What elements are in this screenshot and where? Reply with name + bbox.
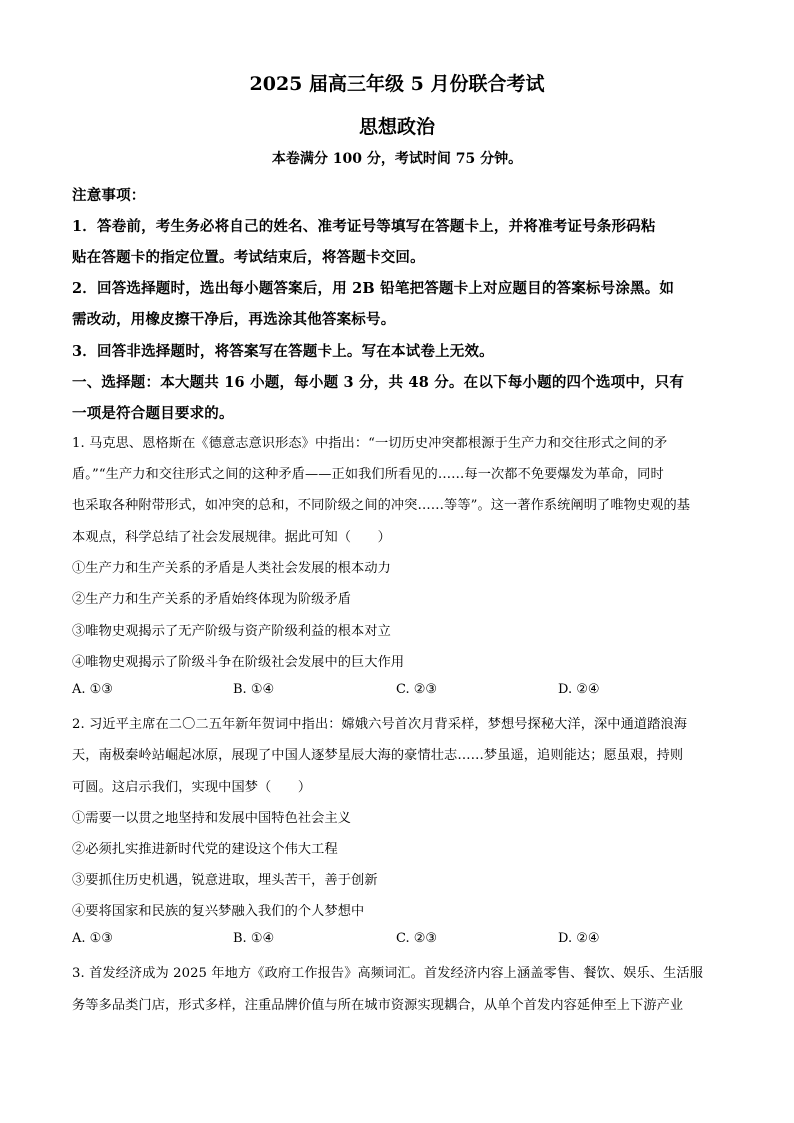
notice-line: 1．答卷前，考生务必将自己的姓名、准考证号等填写在答题卡上，并将准考证号条形码粘 [72,218,656,235]
question-1-stem: 盾。”“生产力和交往形式之间的这种矛盾——正如我们所看见的……每一次都不免要爆发为革命，同时 [72,467,664,482]
notice-heading: 注意事项： [72,187,146,204]
notice-line: 2．回答选择题时，选出每小题答案后，用 2B 铅笔把答题卡上对应题目的答案标号涂黑。如 [72,280,675,297]
question-2-stem: 可圆。这启示我们，实现中国梦（ ） [72,780,312,795]
question-3-stem: 3. 首发经济成为 2025 年地方《政府工作报告》高频词汇。首发经济内容上涵盖零售、餐饮、娱乐、生活服 [72,966,703,981]
question-2-option-b: B. ①④ [233,931,275,946]
subject-title: 思想政治 [358,116,435,138]
section-heading: 一项是符合题目要求的。 [72,405,234,422]
question-1-item: ①生产力和生产关系的矛盾是人类社会发展的根本动力 [72,561,391,576]
question-2-stem: 2. 习近平主席在二〇二五年新年贺词中指出：嫦娥六号首次月背采样，梦想号探秘大洋，深中通道踏浪海 [72,717,688,732]
question-3-stem: 务等多品类门店，形式多样，注重品牌价值与所在城市资源实现耦合，从单个首发内容延伸至上下游产业 [72,998,684,1013]
notice-line: 3．回答非选择题时，将答案写在答题卡上。写在本试卷上无效。 [72,343,494,360]
question-1-option-b: B. ①④ [233,682,275,697]
question-2-option-a: A. ①③ [72,931,113,946]
section-heading: 一、选择题：本大题共 16 小题，每小题 3 分，共 48 分。在以下每小题的四个选项中，只有 [72,374,685,391]
question-2-option-d: D. ②④ [558,931,600,946]
notice-line: 需改动，用橡皮擦干净后，再选涂其他答案标号。 [72,311,396,328]
question-1-item: ④唯物史观揭示了阶级斗争在阶级社会发展中的巨大作用 [72,655,405,670]
question-2-option-c: C. ②③ [396,931,438,946]
exam-title: 2025 届高三年级 5 月份联合考试 [249,73,545,95]
question-2-item: ④要将国家和民族的复兴梦融入我们的个人梦想中 [72,904,365,919]
question-1-stem: 本观点，科学总结了社会发展规律。据此可知（ ） [72,530,391,545]
exam-info: 本卷满分 100 分，考试时间 75 分钟。 [271,151,523,167]
question-1-item: ②生产力和生产关系的矛盾始终体现为阶级矛盾 [72,592,352,607]
question-1-option-d: D. ②④ [558,682,600,697]
question-1-stem: 1. 马克思、恩格斯在《德意志意识形态》中指出：“一切历史冲突都根源于生产力和交往形式之间的矛 [72,436,668,451]
question-2-stem: 天，南极秦岭站崛起冰原，展现了中国人逐梦星辰大海的豪情壮志……梦虽遥，追则能达；愿虽艰，持则 [72,748,684,763]
question-2-item: ①需要一以贯之地坚持和发展中国特色社会主义 [72,811,352,826]
question-1-option-a: A. ①③ [72,682,113,697]
question-2-item: ③要抓住历史机遇，锐意进取，埋头苦干，善于创新 [72,873,378,888]
question-1-stem: 也采取各种附带形式，如冲突的总和，不同阶级之间的冲突……等等”。这一著作系统阐明了唯物史观的基 [72,498,691,513]
notice-line: 贴在答题卡的指定位置。考试结束后，将答题卡交回。 [72,249,425,266]
question-2-item: ②必须扎实推进新时代党的建设这个伟大工程 [72,842,338,857]
question-1-item: ③唯物史观揭示了无产阶级与资产阶级利益的根本对立 [72,624,391,639]
question-1-option-c: C. ②③ [396,682,438,697]
